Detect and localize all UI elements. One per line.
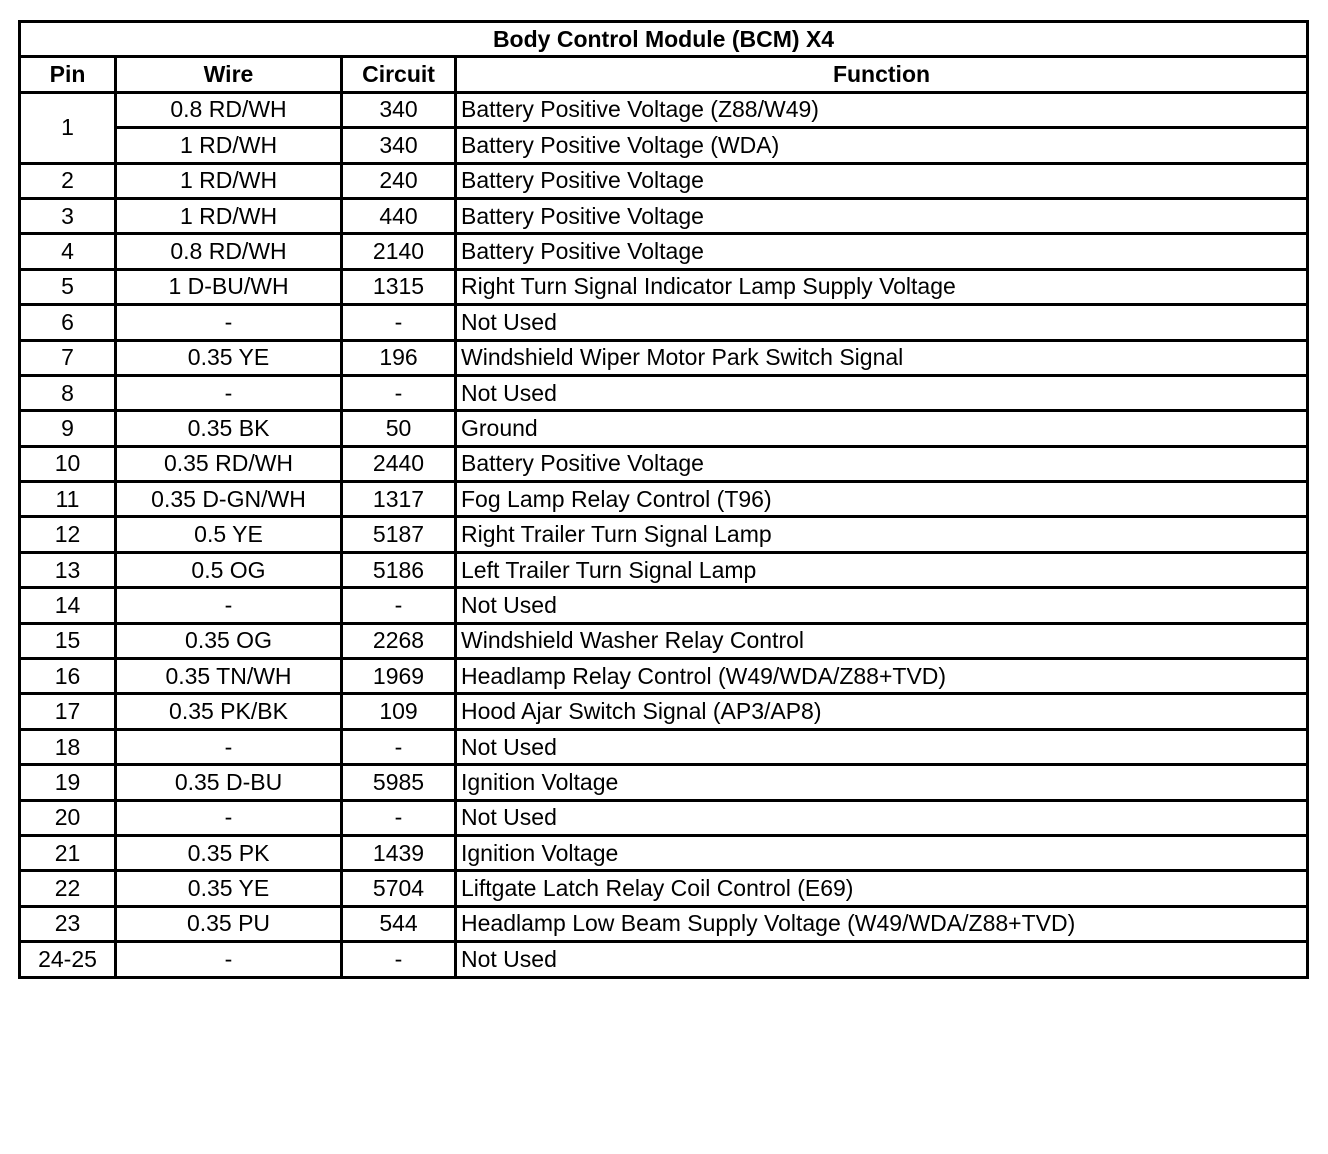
table-row [20,800,1308,835]
table-row [20,623,1308,658]
function-cell: Ignition Voltage [456,835,1308,870]
table-row [20,906,1308,941]
table-row [20,305,1308,340]
wire-cell: 1 RD/WH [116,128,342,163]
function-cell: Headlamp Relay Control (W49/WDA/Z88+TVD) [456,659,1308,694]
function-cell: Not Used [456,800,1308,835]
pin-cell: 13 [20,552,116,587]
table-row [20,234,1308,269]
table-row [20,163,1308,198]
function-cell: Not Used [456,375,1308,410]
wire-cell: - [116,800,342,835]
function-cell: Not Used [456,729,1308,764]
wire-cell: 0.35 PK [116,835,342,870]
wire-cell: 1 RD/WH [116,198,342,233]
circuit-cell: 240 [342,163,456,198]
circuit-cell: 109 [342,694,456,729]
wire-cell: - [116,305,342,340]
pin-cell: 24-25 [20,942,116,977]
circuit-cell: 1439 [342,835,456,870]
circuit-cell: 2268 [342,623,456,658]
pin-cell: 18 [20,729,116,764]
table-row [20,198,1308,233]
wire-cell: 0.8 RD/WH [116,234,342,269]
pin-cell: 20 [20,800,116,835]
function-cell: Left Trailer Turn Signal Lamp [456,552,1308,587]
table-row [20,552,1308,587]
pinout-table-container [18,20,1306,979]
function-cell: Battery Positive Voltage [456,446,1308,481]
table-row [20,694,1308,729]
pin-cell: 6 [20,305,116,340]
wire-cell: 0.5 OG [116,552,342,587]
circuit-cell: 5186 [342,552,456,587]
table-row [20,92,1308,127]
function-cell: Fog Lamp Relay Control (T96) [456,482,1308,517]
table-row [20,482,1308,517]
title-row [20,22,1308,57]
circuit-cell: 340 [342,92,456,127]
circuit-cell: 544 [342,906,456,941]
function-cell: Right Turn Signal Indicator Lamp Supply Voltage [456,269,1308,304]
pin-cell: 14 [20,588,116,623]
pin-cell: 1 [20,92,116,163]
table-row [20,942,1308,977]
pin-cell: 11 [20,482,116,517]
table-row [20,411,1308,446]
pin-cell: 17 [20,694,116,729]
circuit-cell: 5704 [342,871,456,906]
wire-cell: - [116,942,342,977]
table-title: Body Control Module (BCM) X4 [20,22,1308,57]
wire-cell: 1 RD/WH [116,163,342,198]
circuit-cell: - [342,375,456,410]
table-row [20,871,1308,906]
function-cell: Not Used [456,942,1308,977]
circuit-cell: 1969 [342,659,456,694]
pin-cell: 10 [20,446,116,481]
header-pin: Pin [20,57,116,92]
pin-cell: 15 [20,623,116,658]
wire-cell: 0.35 PK/BK [116,694,342,729]
wire-cell: 0.35 YE [116,340,342,375]
wire-cell: 0.35 D-GN/WH [116,482,342,517]
pin-cell: 7 [20,340,116,375]
pin-cell: 12 [20,517,116,552]
circuit-cell: 340 [342,128,456,163]
wire-cell: 1 D-BU/WH [116,269,342,304]
function-cell: Battery Positive Voltage [456,234,1308,269]
wire-cell: 0.35 BK [116,411,342,446]
wire-cell: 0.8 RD/WH [116,92,342,127]
function-cell: Battery Positive Voltage [456,163,1308,198]
function-cell: Windshield Washer Relay Control [456,623,1308,658]
wire-cell: - [116,588,342,623]
circuit-cell: - [342,800,456,835]
pin-cell: 23 [20,906,116,941]
table-row [20,340,1308,375]
circuit-cell: 196 [342,340,456,375]
circuit-cell: 440 [342,198,456,233]
circuit-cell: - [342,588,456,623]
pin-cell: 16 [20,659,116,694]
table-body [20,92,1308,977]
function-cell: Battery Positive Voltage [456,198,1308,233]
function-cell: Not Used [456,588,1308,623]
bcm-x4-pinout-table [18,20,1309,979]
circuit-cell: - [342,942,456,977]
pin-cell: 19 [20,765,116,800]
function-cell: Right Trailer Turn Signal Lamp [456,517,1308,552]
table-row [20,269,1308,304]
wire-cell: 0.35 OG [116,623,342,658]
pin-cell: 4 [20,234,116,269]
circuit-cell: - [342,729,456,764]
header-circuit: Circuit [342,57,456,92]
wire-cell: - [116,375,342,410]
function-cell: Battery Positive Voltage (WDA) [456,128,1308,163]
circuit-cell: 2440 [342,446,456,481]
circuit-cell: 50 [342,411,456,446]
function-cell: Ignition Voltage [456,765,1308,800]
circuit-cell: 1315 [342,269,456,304]
pin-cell: 22 [20,871,116,906]
wire-cell: 0.35 PU [116,906,342,941]
table-row [20,729,1308,764]
wire-cell: 0.35 YE [116,871,342,906]
function-cell: Ground [456,411,1308,446]
table-row [20,446,1308,481]
table-row [20,835,1308,870]
header-row [20,57,1308,92]
table-row [20,128,1308,163]
table-row [20,765,1308,800]
function-cell: Not Used [456,305,1308,340]
function-cell: Hood Ajar Switch Signal (AP3/AP8) [456,694,1308,729]
pin-cell: 2 [20,163,116,198]
table-row [20,659,1308,694]
circuit-cell: 2140 [342,234,456,269]
function-cell: Windshield Wiper Motor Park Switch Signal [456,340,1308,375]
wire-cell: 0.35 RD/WH [116,446,342,481]
circuit-cell: 5985 [342,765,456,800]
wire-cell: - [116,729,342,764]
pin-cell: 5 [20,269,116,304]
pin-cell: 9 [20,411,116,446]
pin-cell: 21 [20,835,116,870]
circuit-cell: 1317 [342,482,456,517]
function-cell: Battery Positive Voltage (Z88/W49) [456,92,1308,127]
pin-cell: 8 [20,375,116,410]
circuit-cell: - [342,305,456,340]
table-row [20,588,1308,623]
header-wire: Wire [116,57,342,92]
header-function: Function [456,57,1308,92]
wire-cell: 0.35 D-BU [116,765,342,800]
function-cell: Liftgate Latch Relay Coil Control (E69) [456,871,1308,906]
wire-cell: 0.35 TN/WH [116,659,342,694]
wire-cell: 0.5 YE [116,517,342,552]
pin-cell: 3 [20,198,116,233]
table-row [20,517,1308,552]
circuit-cell: 5187 [342,517,456,552]
function-cell: Headlamp Low Beam Supply Voltage (W49/WDA/Z88+TVD) [456,906,1308,941]
table-row [20,375,1308,410]
